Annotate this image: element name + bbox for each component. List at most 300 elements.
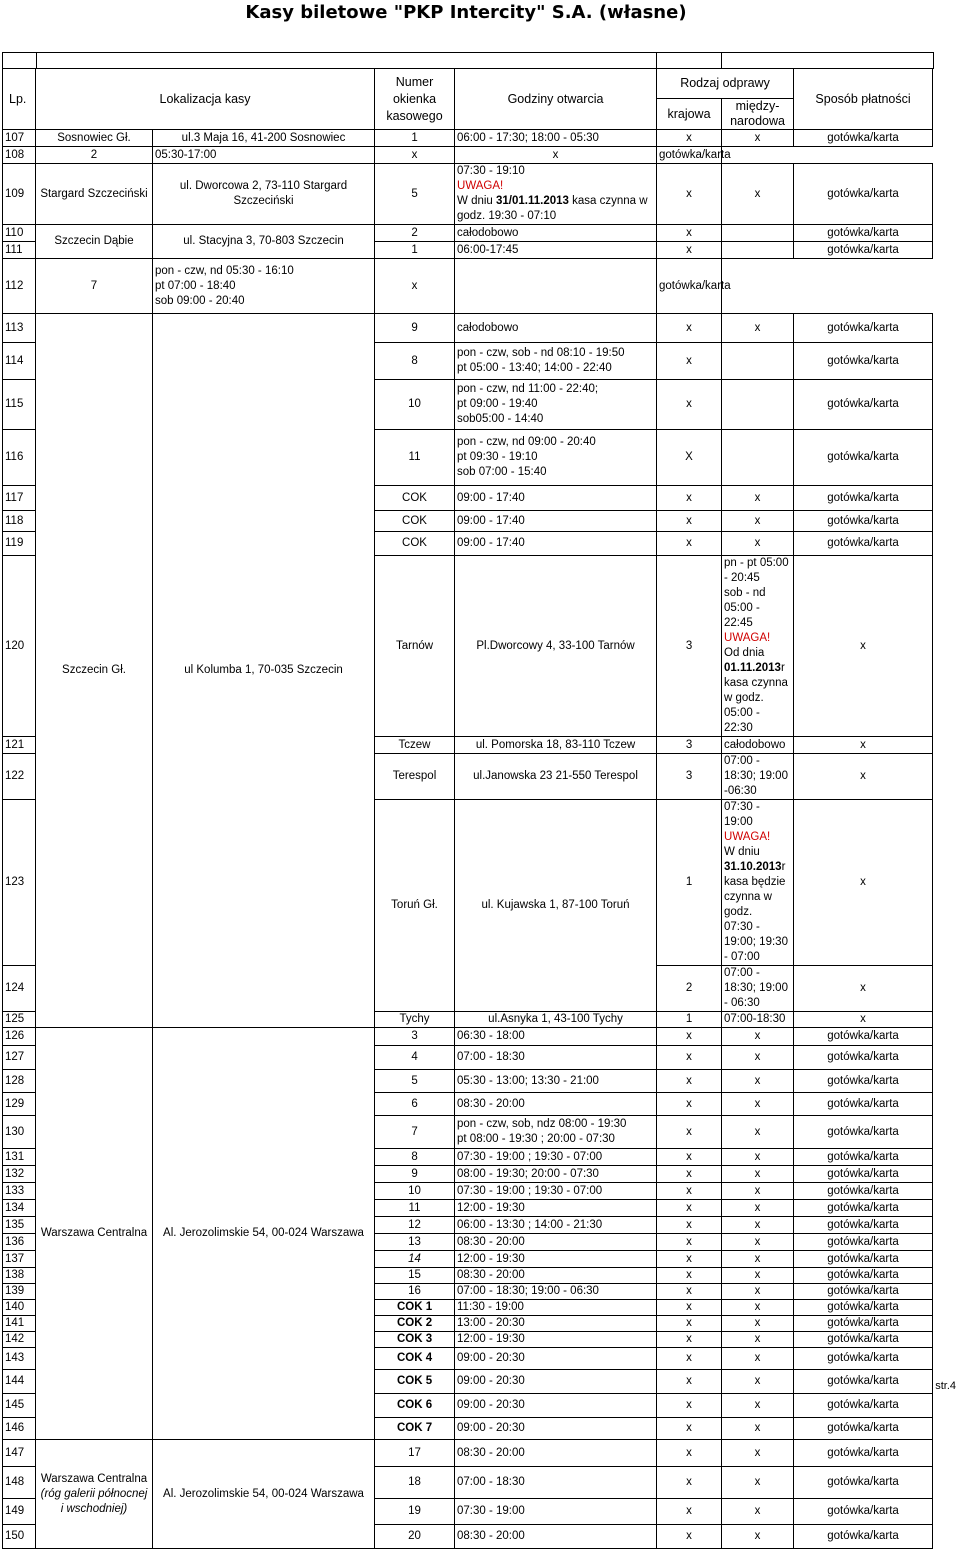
international-mark bbox=[455, 259, 657, 314]
domestic-mark: X bbox=[657, 430, 722, 486]
window-number bbox=[375, 1316, 455, 1332]
window-number: 11 bbox=[375, 1200, 455, 1217]
international-mark: x bbox=[455, 147, 657, 164]
payment-method: gotówka/karta bbox=[657, 259, 722, 314]
payment-method: gotówka/karta bbox=[794, 1070, 933, 1093]
window-number: 5 bbox=[375, 164, 455, 225]
domestic-mark: x bbox=[657, 1046, 722, 1070]
payment-method: gotówka/karta bbox=[794, 1028, 933, 1046]
hours-line: 12:00 - 19:30 bbox=[457, 1201, 525, 1214]
note-date: 01.11.2013 bbox=[724, 662, 781, 674]
table-row bbox=[3, 1028, 933, 1046]
opening-hours bbox=[455, 1440, 657, 1467]
window-number-text: COK 6 bbox=[396, 1399, 433, 1411]
payment-method: gotówka/karta bbox=[794, 1046, 933, 1070]
payment-method: gotówka/karta bbox=[794, 380, 933, 430]
opening-hours bbox=[455, 1525, 657, 1549]
hours-line: 12:00 - 19:30 bbox=[457, 1333, 525, 1345]
opening-hours bbox=[455, 1284, 657, 1300]
warning-note bbox=[724, 845, 791, 920]
row-number: 123 bbox=[3, 800, 36, 966]
row-number: 118 bbox=[3, 511, 36, 532]
city-name: Tychy bbox=[399, 1013, 430, 1025]
opening-hours bbox=[455, 1234, 657, 1251]
domestic-mark: x bbox=[657, 1268, 722, 1284]
hours-line: pon - czw, nd 11:00 - 22:40; bbox=[457, 383, 599, 395]
domestic-mark: x bbox=[657, 225, 722, 242]
domestic-mark: x bbox=[794, 966, 933, 1012]
header-location: Lokalizacja kasy bbox=[36, 69, 375, 130]
row-number: 143 bbox=[3, 1348, 36, 1370]
table-row bbox=[3, 314, 933, 343]
payment-method: gotówka/karta bbox=[657, 147, 722, 164]
hours-line: całodobowo bbox=[724, 738, 786, 751]
opening-hours bbox=[455, 1251, 657, 1268]
domestic-mark: x bbox=[657, 511, 722, 532]
location-city bbox=[375, 556, 455, 737]
hours-line: 08:30 - 20:00 bbox=[457, 1269, 525, 1281]
note-text: W dniu bbox=[724, 846, 760, 858]
location-city bbox=[375, 800, 455, 1012]
opening-hours bbox=[455, 314, 657, 343]
domestic-mark: x bbox=[657, 164, 722, 225]
window-number: 3 bbox=[657, 754, 722, 800]
row-number: 115 bbox=[3, 380, 36, 430]
city-name: Terespol bbox=[392, 770, 437, 782]
international-mark: x bbox=[722, 486, 794, 511]
opening-hours bbox=[455, 1332, 657, 1348]
domestic-mark: x bbox=[657, 314, 722, 343]
location-city bbox=[36, 314, 153, 1028]
hours-line: 06:00 - 17:30; 18:00 - 05:30 bbox=[457, 131, 599, 144]
window-number-text: COK 5 bbox=[396, 1375, 433, 1387]
domestic-mark: x bbox=[657, 1183, 722, 1200]
table-row bbox=[3, 225, 933, 242]
opening-hours bbox=[455, 1166, 657, 1183]
opening-hours bbox=[455, 430, 657, 486]
payment-method: gotówka/karta bbox=[794, 1166, 933, 1183]
hours-line: 09:00 - 17:40 bbox=[457, 537, 525, 549]
note-date: 31/01.11.2013 bbox=[496, 195, 569, 207]
hours-line: pt 07:00 - 18:40 bbox=[155, 279, 236, 292]
row-number: 129 bbox=[3, 1093, 36, 1116]
row-number: 110 bbox=[3, 225, 36, 242]
payment-method: gotówka/karta bbox=[794, 130, 933, 147]
payment-method: gotówka/karta bbox=[794, 225, 933, 242]
domestic-mark: x bbox=[657, 1467, 722, 1499]
header-divider bbox=[656, 53, 657, 69]
international-mark: x bbox=[722, 1467, 794, 1499]
row-number: 126 bbox=[3, 1028, 36, 1046]
international-mark: x bbox=[722, 1332, 794, 1348]
payment-method: gotówka/karta bbox=[794, 1217, 933, 1234]
domestic-mark: x bbox=[657, 1440, 722, 1467]
row-number: 131 bbox=[3, 1149, 36, 1166]
payment-method: gotówka/karta bbox=[794, 1440, 933, 1467]
window-number-text: COK 1 bbox=[396, 1301, 433, 1313]
location-city bbox=[36, 130, 153, 147]
international-mark: x bbox=[722, 511, 794, 532]
window-number: 7 bbox=[375, 1116, 455, 1149]
hours-line: 07:30 - 19:00 bbox=[724, 801, 760, 828]
window-number: COK bbox=[375, 532, 455, 556]
payment-method: gotówka/karta bbox=[794, 314, 933, 343]
table-row bbox=[3, 147, 933, 164]
domestic-mark: x bbox=[657, 1149, 722, 1166]
international-mark: x bbox=[722, 164, 794, 225]
location-address: Al. Jerozolimskie 54, 00-024 Warszawa bbox=[153, 1028, 375, 1440]
domestic-mark: x bbox=[794, 754, 933, 800]
opening-hours bbox=[455, 1268, 657, 1284]
international-mark bbox=[722, 225, 794, 242]
hours-line: 08:30 - 20:00 bbox=[457, 1530, 525, 1542]
domestic-mark: x bbox=[657, 1284, 722, 1300]
opening-hours bbox=[455, 1370, 657, 1394]
hours-line: całodobowo bbox=[457, 321, 519, 334]
window-number bbox=[375, 1394, 455, 1418]
opening-hours bbox=[455, 130, 657, 147]
header-window-number: Numer okienka kasowego bbox=[375, 69, 455, 130]
international-mark: x bbox=[722, 1394, 794, 1418]
window-number bbox=[375, 1418, 455, 1440]
opening-hours bbox=[455, 1499, 657, 1525]
opening-hours bbox=[722, 1012, 794, 1028]
payment-method: gotówka/karta bbox=[794, 242, 933, 259]
hours-line: 06:00 - 13:30 ; 14:00 - 21:30 bbox=[457, 1218, 603, 1231]
window-number: 9 bbox=[375, 1166, 455, 1183]
international-mark: x bbox=[722, 1316, 794, 1332]
header-divider bbox=[36, 53, 37, 69]
window-number bbox=[375, 1348, 455, 1370]
opening-hours bbox=[455, 1394, 657, 1418]
table-row bbox=[3, 1440, 933, 1467]
international-mark: x bbox=[722, 1499, 794, 1525]
international-mark: x bbox=[722, 1234, 794, 1251]
international-mark: x bbox=[722, 1046, 794, 1070]
row-number: 107 bbox=[3, 130, 36, 147]
window-number: 7 bbox=[36, 259, 153, 314]
domestic-mark: x bbox=[657, 1093, 722, 1116]
row-number: 127 bbox=[3, 1046, 36, 1070]
window-number bbox=[375, 1251, 455, 1268]
payment-method: gotówka/karta bbox=[794, 1116, 933, 1149]
note-text: kasa czynna w godz. 19:30 - 07:10 bbox=[457, 195, 648, 222]
row-number: 136 bbox=[3, 1234, 36, 1251]
window-number bbox=[375, 1300, 455, 1316]
international-mark bbox=[722, 242, 794, 259]
window-number: 17 bbox=[375, 1440, 455, 1467]
international-mark: x bbox=[722, 1183, 794, 1200]
row-number: 108 bbox=[3, 147, 36, 164]
location-city bbox=[375, 1012, 455, 1028]
domestic-mark: x bbox=[657, 1070, 722, 1093]
international-mark bbox=[722, 380, 794, 430]
window-number: 1 bbox=[375, 130, 455, 147]
international-mark: x bbox=[722, 1370, 794, 1394]
hours-line: pon - czw, nd 09:00 - 20:40 bbox=[457, 436, 596, 448]
window-number: 5 bbox=[375, 1070, 455, 1093]
row-number: 138 bbox=[3, 1268, 36, 1284]
hours-line: 05:30 - 13:00; 13:30 - 21:00 bbox=[457, 1074, 599, 1087]
window-number: 10 bbox=[375, 1183, 455, 1200]
table-row bbox=[3, 130, 933, 147]
window-number: COK bbox=[375, 511, 455, 532]
hours-line: 09:00 - 20:30 bbox=[457, 1422, 525, 1434]
table-row bbox=[3, 164, 933, 225]
domestic-mark: x bbox=[657, 1525, 722, 1549]
row-number: 134 bbox=[3, 1200, 36, 1217]
window-number-text: COK 3 bbox=[396, 1333, 433, 1345]
row-number: 132 bbox=[3, 1166, 36, 1183]
window-number bbox=[375, 1332, 455, 1348]
location-city bbox=[36, 1028, 153, 1440]
page-number: str.4 bbox=[935, 1380, 956, 1392]
warning-label: UWAGA! bbox=[457, 180, 504, 192]
hours-line: 08:30 - 20:00 bbox=[457, 1097, 525, 1110]
international-mark: x bbox=[722, 1251, 794, 1268]
hours-line: sob05:00 - 14:40 bbox=[457, 413, 544, 425]
domestic-mark: x bbox=[657, 1332, 722, 1348]
payment-method: gotówka/karta bbox=[794, 1348, 933, 1370]
city-name: Warszawa Centralna bbox=[40, 1227, 148, 1239]
international-mark: x bbox=[722, 532, 794, 556]
opening-hours bbox=[455, 486, 657, 511]
domestic-mark: x bbox=[794, 737, 933, 754]
domestic-mark: x bbox=[657, 1217, 722, 1234]
location-address: ul Kolumba 1, 70-035 Szczecin bbox=[153, 314, 375, 1028]
city-name: Szczecin Gł. bbox=[62, 664, 126, 676]
window-number: 12 bbox=[375, 1217, 455, 1234]
domestic-mark: x bbox=[657, 1499, 722, 1525]
window-number-text: COK 7 bbox=[396, 1422, 433, 1434]
window-number: 6 bbox=[375, 1093, 455, 1116]
opening-hours bbox=[455, 1149, 657, 1166]
hours-line: pon - czw, sob - nd 08:10 - 19:50 bbox=[457, 347, 625, 359]
warning-label: UWAGA! bbox=[724, 831, 771, 843]
header-divider bbox=[721, 53, 722, 69]
opening-hours bbox=[153, 147, 375, 164]
hours-line: 06:00-17:45 bbox=[457, 243, 519, 256]
hours-line: pn - pt 05:00 - 20:45 bbox=[724, 557, 789, 584]
row-number: 137 bbox=[3, 1251, 36, 1268]
domestic-mark: x bbox=[657, 1370, 722, 1394]
opening-hours bbox=[455, 1418, 657, 1440]
window-number: 8 bbox=[375, 343, 455, 380]
location-city bbox=[36, 225, 153, 259]
payment-method: gotówka/karta bbox=[794, 1251, 933, 1268]
opening-hours bbox=[455, 1116, 657, 1149]
row-number: 112 bbox=[3, 259, 36, 314]
location-city bbox=[36, 1440, 153, 1549]
window-number-text: COK 2 bbox=[396, 1317, 433, 1329]
row-number: 146 bbox=[3, 1418, 36, 1440]
payment-method: gotówka/karta bbox=[794, 1394, 933, 1418]
location-city bbox=[36, 164, 153, 225]
window-number: 20 bbox=[375, 1525, 455, 1549]
header-lp: Lp. bbox=[3, 69, 36, 130]
domestic-mark: x bbox=[657, 1234, 722, 1251]
payment-method: gotówka/karta bbox=[794, 430, 933, 486]
hours-line: pt 09:00 - 19:40 bbox=[457, 398, 538, 410]
hours-line: 07:00 - 18:30 bbox=[457, 1051, 525, 1063]
domestic-mark: x bbox=[794, 800, 933, 966]
hours-line: 11:30 - 19:00 bbox=[457, 1301, 524, 1313]
domestic-mark: x bbox=[657, 1116, 722, 1149]
opening-hours bbox=[455, 532, 657, 556]
row-number: 120 bbox=[3, 556, 36, 737]
hours-line: 06:30 - 18:00 bbox=[457, 1030, 525, 1042]
opening-hours bbox=[722, 737, 794, 754]
hours-line: 07:00-18:30 bbox=[724, 1013, 786, 1025]
row-number: 135 bbox=[3, 1217, 36, 1234]
domestic-mark: x bbox=[657, 1028, 722, 1046]
hours-line: sob 09:00 - 20:40 bbox=[155, 294, 245, 307]
note-text: W dniu bbox=[457, 195, 497, 207]
payment-method: gotówka/karta bbox=[794, 1234, 933, 1251]
row-number: 125 bbox=[3, 1012, 36, 1028]
opening-hours bbox=[455, 1183, 657, 1200]
header-type: Rodzaj odprawy bbox=[657, 69, 794, 99]
domestic-mark: x bbox=[375, 259, 455, 314]
window-number: 2 bbox=[375, 225, 455, 242]
city-name: Szczecin Dąbie bbox=[54, 235, 134, 247]
payment-method: gotówka/karta bbox=[794, 1200, 933, 1217]
international-mark: x bbox=[722, 1166, 794, 1183]
domestic-mark: x bbox=[657, 1200, 722, 1217]
row-number: 145 bbox=[3, 1394, 36, 1418]
window-number: 3 bbox=[657, 556, 722, 737]
international-mark: x bbox=[722, 314, 794, 343]
payment-method: gotówka/karta bbox=[794, 1183, 933, 1200]
opening-hours bbox=[722, 556, 794, 737]
row-number: 116 bbox=[3, 430, 36, 486]
row-number: 148 bbox=[3, 1467, 36, 1499]
payment-method: gotówka/karta bbox=[794, 1332, 933, 1348]
opening-hours bbox=[455, 1300, 657, 1316]
row-number: 109 bbox=[3, 164, 36, 225]
page-title: Kasy biletowe "PKP Intercity" S.A. (własne) bbox=[245, 2, 687, 23]
hours-line: pon - czw, nd 05:30 - 16:10 bbox=[155, 264, 294, 277]
window-number-text: 14 bbox=[408, 1252, 421, 1265]
hours-line: 09:00 - 20:30 bbox=[457, 1352, 525, 1364]
opening-hours bbox=[455, 380, 657, 430]
opening-hours bbox=[455, 1467, 657, 1499]
header-domestic: krajowa bbox=[657, 99, 722, 130]
hours-line: 09:00 - 17:40 bbox=[457, 491, 525, 504]
payment-method: gotówka/karta bbox=[794, 1525, 933, 1549]
hours-line: pt 05:00 - 13:40; 14:00 - 22:40 bbox=[457, 362, 612, 374]
row-number: 139 bbox=[3, 1284, 36, 1300]
opening-hours bbox=[722, 966, 794, 1012]
international-mark: x bbox=[722, 1418, 794, 1440]
hours-line: 08:30 - 20:00 bbox=[457, 1446, 525, 1459]
hours-line: 07:30 - 19:00 ; 19:30 - 07:00 bbox=[457, 1184, 603, 1197]
international-mark: x bbox=[722, 1093, 794, 1116]
window-number: 2 bbox=[657, 966, 722, 1012]
row-number: 113 bbox=[3, 314, 36, 343]
location-address: ul.3 Maja 16, 41-200 Sosnowiec bbox=[153, 130, 375, 147]
window-number: 8 bbox=[375, 1149, 455, 1166]
hours-line: 07:30 - 19:00 bbox=[457, 1505, 525, 1517]
opening-hours bbox=[153, 259, 375, 314]
international-mark: x bbox=[722, 1028, 794, 1046]
opening-hours bbox=[722, 754, 794, 800]
row-number: 133 bbox=[3, 1183, 36, 1200]
row-number: 114 bbox=[3, 343, 36, 380]
domestic-mark: x bbox=[657, 486, 722, 511]
window-number: 16 bbox=[375, 1284, 455, 1300]
window-number: 19 bbox=[375, 1499, 455, 1525]
row-number: 111 bbox=[3, 242, 36, 259]
city-name: Sosnowiec Gł. bbox=[57, 131, 131, 144]
payment-method: gotówka/karta bbox=[794, 343, 933, 380]
opening-hours bbox=[455, 225, 657, 242]
hours-line: 09:00 - 20:30 bbox=[457, 1375, 525, 1387]
header-top-strip bbox=[2, 52, 934, 69]
note-text: Od dnia bbox=[724, 647, 765, 659]
international-mark: x bbox=[722, 1300, 794, 1316]
location-address: ul. Kujawska 1, 87-100 Toruń bbox=[455, 800, 657, 1012]
note-text: 07:30 - 19:00; 19:30 - 07:00 bbox=[724, 921, 788, 963]
payment-method: gotówka/karta bbox=[794, 532, 933, 556]
note-text: r kasa czynna w godz. 05:00 - 22:30 bbox=[724, 662, 788, 734]
hours-line: całodobowo bbox=[457, 226, 519, 239]
window-number: 1 bbox=[375, 242, 455, 259]
row-number: 119 bbox=[3, 532, 36, 556]
row-number: 150 bbox=[3, 1525, 36, 1549]
opening-hours bbox=[455, 1348, 657, 1370]
window-number: 11 bbox=[375, 430, 455, 486]
window-number: 4 bbox=[375, 1046, 455, 1070]
window-number: 3 bbox=[375, 1028, 455, 1046]
location-city bbox=[375, 737, 455, 754]
domestic-mark: x bbox=[657, 1348, 722, 1370]
row-number: 122 bbox=[3, 754, 36, 800]
row-number: 121 bbox=[3, 737, 36, 754]
window-number-text: COK 4 bbox=[396, 1352, 433, 1364]
payment-method: gotówka/karta bbox=[794, 1316, 933, 1332]
opening-hours bbox=[455, 1217, 657, 1234]
table-row bbox=[3, 259, 933, 314]
location-address: Al. Jerozolimskie 54, 00-024 Warszawa bbox=[153, 1440, 375, 1549]
window-number: COK bbox=[375, 486, 455, 511]
opening-hours bbox=[455, 343, 657, 380]
domestic-mark: x bbox=[657, 532, 722, 556]
hours-line: sob - nd 05:00 - 22:45 bbox=[724, 587, 766, 629]
hours-line: 07:00 - 18:30; 19:00 -06:30 bbox=[724, 755, 788, 797]
warning-label: UWAGA! bbox=[724, 632, 771, 644]
domestic-mark: x bbox=[657, 1316, 722, 1332]
domestic-mark: x bbox=[657, 1418, 722, 1440]
domestic-mark: x bbox=[794, 556, 933, 737]
hours-line: 05:30-17:00 bbox=[155, 148, 217, 161]
opening-hours bbox=[455, 1046, 657, 1070]
note-date: 31.10.2013 bbox=[724, 861, 782, 873]
hours-line: 13:00 - 20:30 bbox=[457, 1317, 525, 1329]
payment-method: gotówka/karta bbox=[794, 1268, 933, 1284]
international-mark: x bbox=[722, 1070, 794, 1093]
location-address: ul. Stacyjna 3, 70-803 Szczecin bbox=[153, 225, 375, 259]
row-number: 149 bbox=[3, 1499, 36, 1525]
window-number: 15 bbox=[375, 1268, 455, 1284]
row-number: 124 bbox=[3, 966, 36, 1012]
international-mark: x bbox=[722, 1348, 794, 1370]
location-address: ul. Pomorska 18, 83-110 Tczew bbox=[455, 737, 657, 754]
location-city bbox=[375, 754, 455, 800]
payment-method: gotówka/karta bbox=[794, 1499, 933, 1525]
city-name: Warszawa Centralna bbox=[40, 1472, 148, 1485]
international-mark: x bbox=[722, 1284, 794, 1300]
